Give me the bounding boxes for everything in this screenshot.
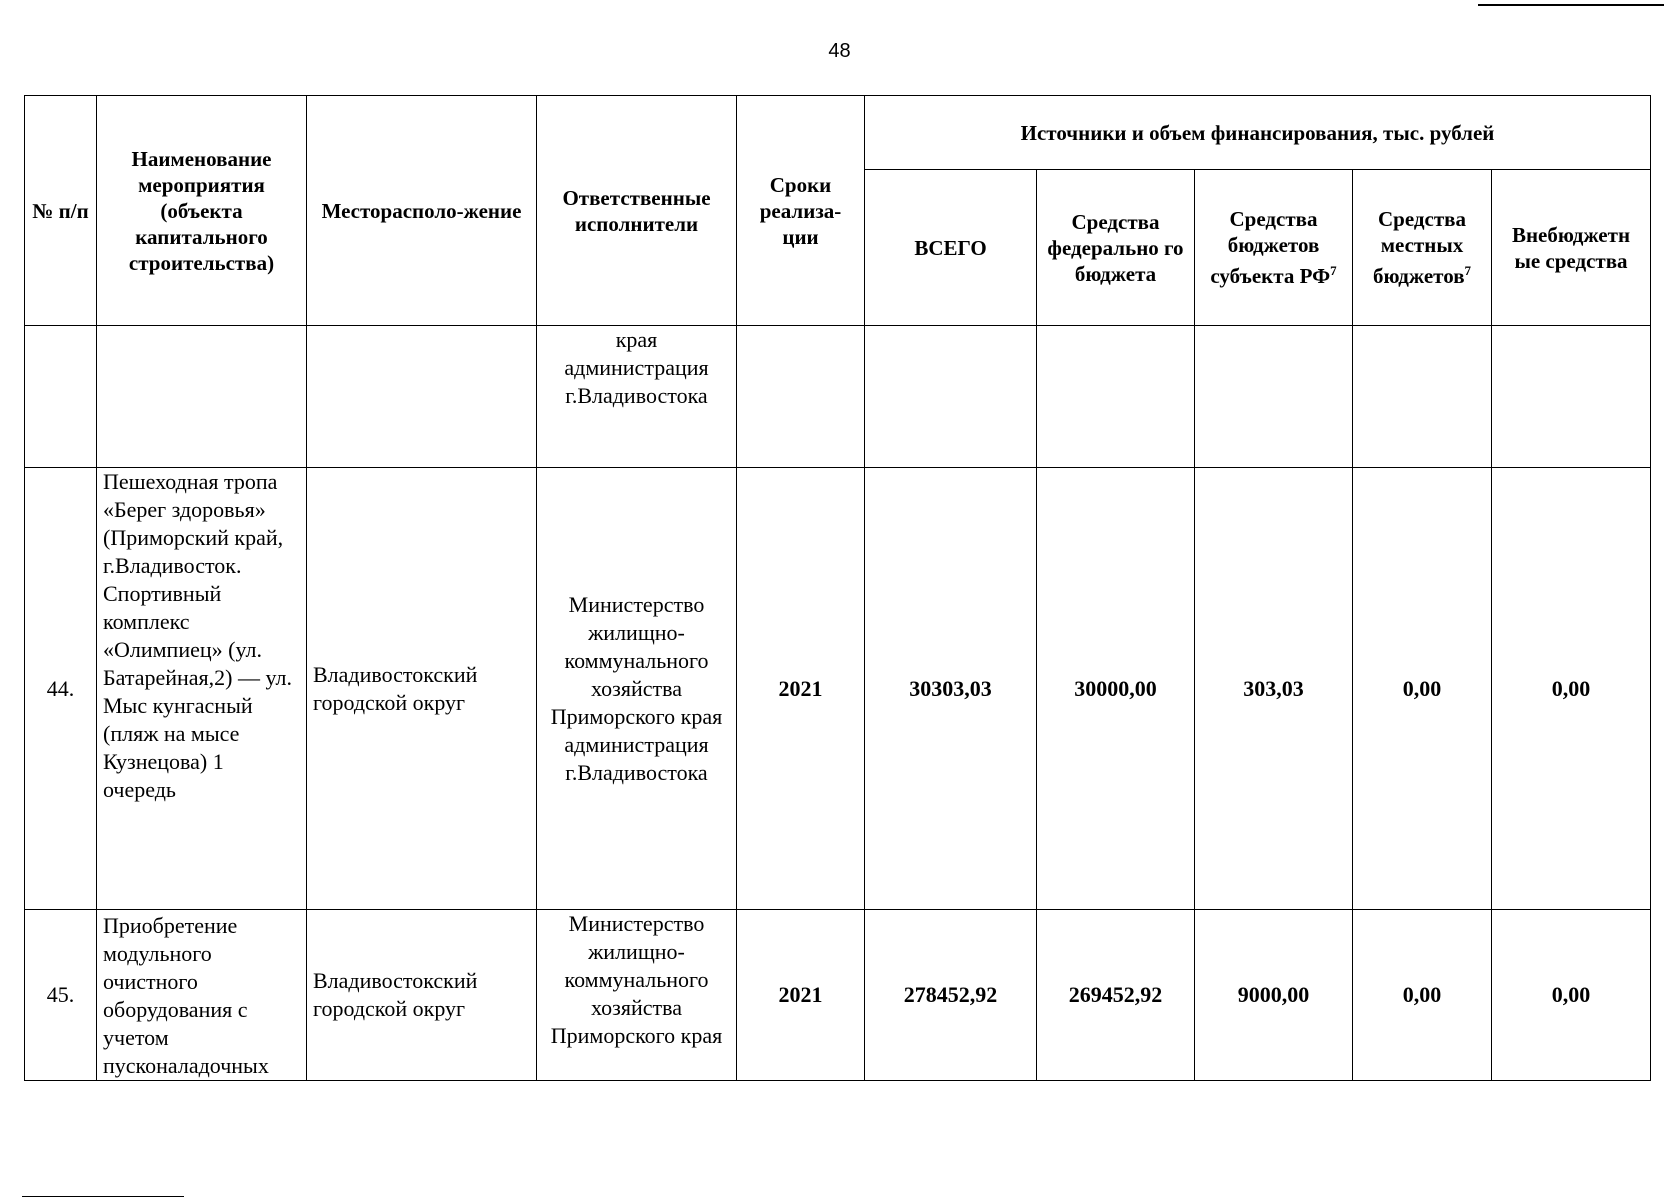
cell-terms xyxy=(737,326,865,468)
cell-responsible: Министерство жилищно-коммунального хозяйства Приморского края администрация г.Владивостока xyxy=(537,468,737,910)
header-extra: Внебюджетн ые средства xyxy=(1492,170,1651,326)
table-row xyxy=(25,468,1651,910)
cell-local xyxy=(1353,326,1492,468)
table-row xyxy=(25,326,1651,468)
cell-total xyxy=(865,326,1037,468)
cell-responsible: Министерство жилищно-коммунального хозяйства Приморского края xyxy=(537,910,737,1081)
cell-subject: 9000,00 xyxy=(1195,910,1353,1081)
cell-federal xyxy=(1037,326,1195,468)
page-number: 48 xyxy=(828,40,851,62)
cell-num: 44. xyxy=(25,468,97,910)
cell-name: Пешеходная тропа «Берег здоровья» (Приморский край, г.Владивосток. Спортивный комплекс «Олимпиец» (ул. Батарейная,2) — ул. Мыс кунгасный (пляж на мысе Кузнецова) 1 очередь xyxy=(97,468,307,910)
header-subject xyxy=(1195,170,1353,326)
top-rule xyxy=(1478,4,1664,6)
cell-terms: 2021 xyxy=(737,468,865,910)
cell-local: 0,00 xyxy=(1353,468,1492,910)
cell-location: Владивостокский городской округ xyxy=(307,468,537,910)
cell-name xyxy=(97,326,307,468)
table-row xyxy=(25,910,1651,1081)
cell-responsible: края администрация г.Владивостока xyxy=(537,326,737,468)
header-local xyxy=(1353,170,1492,326)
footnote-rule xyxy=(22,1196,184,1197)
header-local-text: Средства местных бюджетов xyxy=(1372,207,1466,288)
cell-local: 0,00 xyxy=(1353,910,1492,1081)
header-total: ВСЕГО xyxy=(865,170,1037,326)
header-responsible: Ответственные исполнители xyxy=(537,96,737,326)
header-subject-text: Средства бюджетов субъекта РФ xyxy=(1210,207,1331,288)
header-funding-group: Источники и объем финансирования, тыс. рублей xyxy=(865,96,1651,170)
cell-extra: 0,00 xyxy=(1492,910,1651,1081)
funding-table xyxy=(24,95,1651,1081)
cell-num: 45. xyxy=(25,910,97,1081)
cell-terms: 2021 xyxy=(737,910,865,1081)
header-local-footnote: 7 xyxy=(1464,263,1472,278)
cell-extra: 0,00 xyxy=(1492,468,1651,910)
header-name: Наименование мероприятия (объекта капитального строительства) xyxy=(97,96,307,326)
header-location: Месторасполо-жение xyxy=(307,96,537,326)
cell-name: Приобретение модульного очистного оборудования с учетом пусконаладочных xyxy=(97,910,307,1081)
cell-total: 30303,03 xyxy=(865,468,1037,910)
cell-federal: 269452,92 xyxy=(1037,910,1195,1081)
cell-num xyxy=(25,326,97,468)
header-subject-footnote: 7 xyxy=(1330,263,1337,278)
cell-subject: 303,03 xyxy=(1195,468,1353,910)
cell-total: 278452,92 xyxy=(865,910,1037,1081)
cell-federal: 30000,00 xyxy=(1037,468,1195,910)
header-federal: Средства федерально го бюджета xyxy=(1037,170,1195,326)
header-terms: Сроки реализа-ции xyxy=(737,96,865,326)
cell-location xyxy=(307,326,537,468)
header-num: № п/п xyxy=(25,96,97,326)
cell-extra xyxy=(1492,326,1651,468)
cell-subject xyxy=(1195,326,1353,468)
cell-location: Владивостокский городской округ xyxy=(307,910,537,1081)
